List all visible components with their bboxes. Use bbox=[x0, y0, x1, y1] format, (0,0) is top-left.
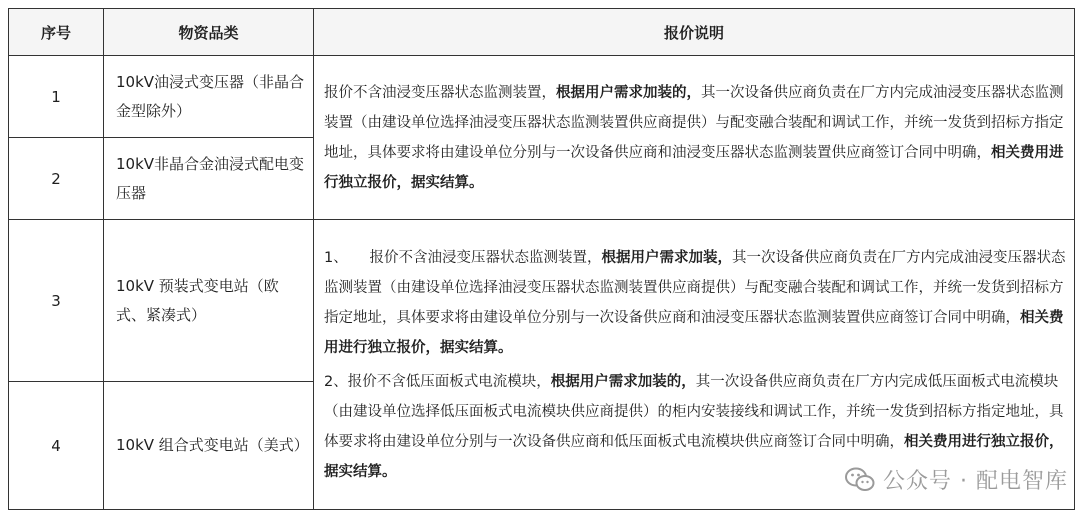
row-category: 10kV油浸式变压器（非晶合金型除外） bbox=[104, 56, 314, 138]
row-category: 10kV 组合式变电站（美式） bbox=[104, 382, 314, 510]
note-text: 报价不含油浸变压器状态监测装置， bbox=[324, 84, 556, 101]
note-text: 2、报价不含低压面板式电流模块， bbox=[324, 373, 551, 390]
table-header-row bbox=[9, 9, 1075, 56]
table-row bbox=[9, 220, 1075, 382]
note-paragraph bbox=[324, 78, 1066, 198]
wechat-icon bbox=[845, 467, 875, 493]
note-emphasis: 相关费用进行独立报价，据实结算。 bbox=[324, 433, 1064, 480]
row-seq: 2 bbox=[9, 138, 104, 220]
note-text: 其一次设备供应商负责在厂方内完成油浸变压器状态监测装置（由建设单位选择油浸变压器状态监测装置供应商提供）与配变融合装配和调试工作，并统一发货到招标方指定地址，具体要求将由建设单位分别与一次设备供应商和油浸变压器状态监测装置供应商签订合同中明确， bbox=[324, 249, 1066, 326]
row-seq: 3 bbox=[9, 220, 104, 382]
header-category: 物资品类 bbox=[104, 9, 314, 56]
header-note: 报价说明 bbox=[314, 9, 1075, 56]
note-text: 其一次设备供应商负责在厂方内完成油浸变压器状态监测装置（由建设单位选择油浸变压器状态监测装置供应商提供）与配变融合装配和调试工作，并统一发货到招标方指定地址，具体要求将由建设单位分别与一次设备供应商和油浸变压器状态监测装置供应商签订合同中明确， bbox=[324, 84, 1064, 161]
note-text: 1、 报价不含油浸变压器状态监测装置， bbox=[324, 249, 602, 266]
watermark bbox=[845, 464, 1068, 495]
note-emphasis: 根据用户需求加装， bbox=[601, 249, 732, 266]
table-row bbox=[9, 56, 1075, 138]
row-seq: 4 bbox=[9, 382, 104, 510]
note-emphasis: 相关费用进行独立报价，据实结算。 bbox=[324, 309, 1064, 356]
quotation-table bbox=[8, 8, 1075, 510]
row-seq: 1 bbox=[9, 56, 104, 138]
note-text: 其一次设备供应商负责在厂方内完成低压面板式电流模块（由建设单位选择低压面板式电流模块供应商提供）的柜内安装接线和调试工作，并统一发货到招标方指定地址，具体要求将由建设单位分别与一次设备供应商和低压面板式电流模块供应商签订合同中明确， bbox=[324, 373, 1064, 450]
note-emphasis: 根据用户需求加装的， bbox=[556, 84, 701, 101]
row-category: 10kV 预装式变电站（欧式、紧凑式） bbox=[104, 220, 314, 382]
note-emphasis: 相关费用进行独立报价，据实结算。 bbox=[324, 144, 1064, 191]
watermark-text: 公众号 · 配电智库 bbox=[883, 469, 1068, 494]
note-emphasis: 根据用户需求加装的， bbox=[550, 373, 696, 390]
row-category: 10kV非晶合金油浸式配电变压器 bbox=[104, 138, 314, 220]
header-seq: 序号 bbox=[9, 9, 104, 56]
row-note bbox=[314, 56, 1075, 220]
note-paragraph bbox=[324, 243, 1066, 363]
